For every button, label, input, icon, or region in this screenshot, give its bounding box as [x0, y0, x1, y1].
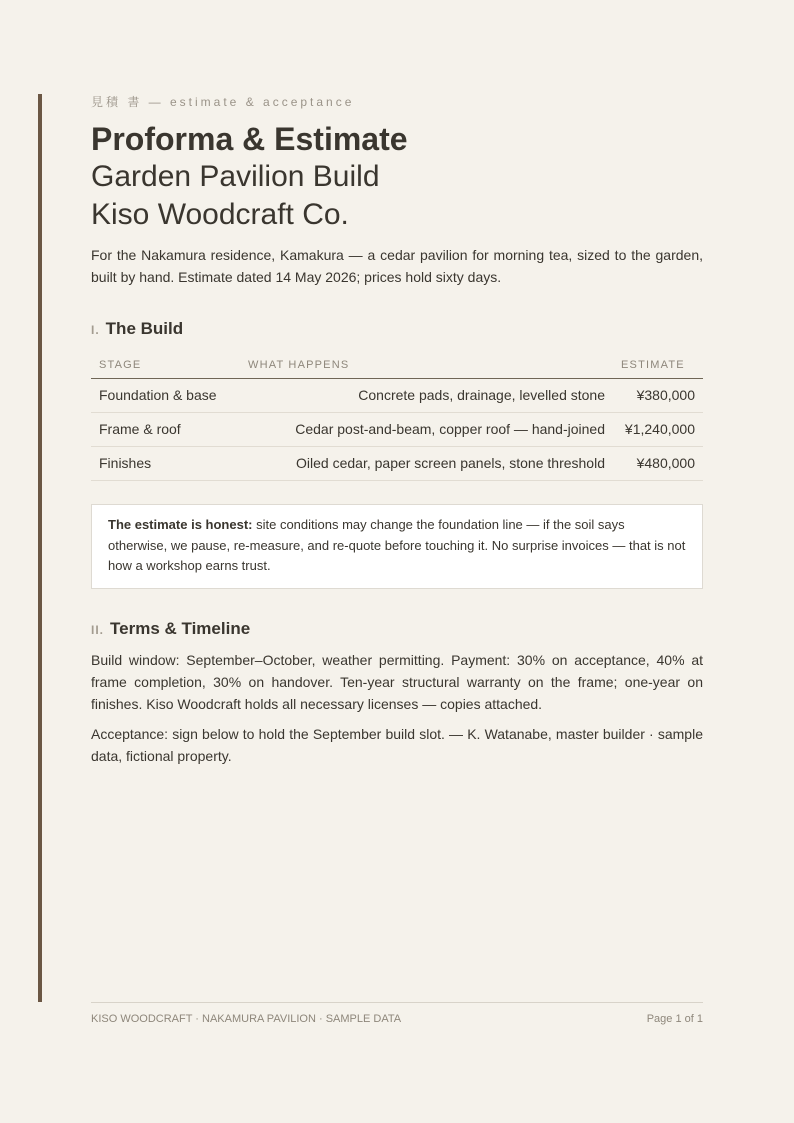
note-text: site conditions may change the foundation line — if the soil says otherwise, we pause, re-measure, and re-quote before touching it. No surprise invoices — that is not how a workshop earns trust. [108, 517, 686, 573]
note-lead: The estimate is honest: [108, 517, 253, 532]
estimate-cell: ¥1,240,000 [613, 413, 703, 447]
terms-paragraph: Build window: September–October, weather permitting. Payment: 30% on acceptance, 40% at frame completion, 30% on handover. Ten-year structural warranty on the frame; one-year on finishes. Kiso Woodcraft holds all necessary licenses — copies attached. [91, 651, 703, 712]
stage-cell: Foundation & base [91, 379, 240, 413]
accent-rule [38, 94, 42, 1002]
estimate-cell: ¥480,000 [613, 447, 703, 481]
document-title: Proforma & Estimate [91, 121, 408, 157]
what-cell: Concrete pads, drainage, levelled stone [240, 379, 613, 413]
page-footer [91, 1002, 703, 1027]
honesty-note [91, 504, 703, 589]
intro-paragraph: For the Nakamura residence, Kamakura — a cedar pavilion for morning tea, sized to the garden, built by hand. Estimate dated 14 May 2026; prices hold sixty days. [91, 247, 703, 285]
table-row [91, 447, 703, 481]
estimate-table [91, 359, 703, 481]
table-row [91, 413, 703, 447]
acceptance-paragraph: Acceptance: sign below to hold the September build slot. — K. Watanabe, master builder · sample data, fictional property. [91, 725, 703, 764]
column-header-estimate: ESTIMATE [613, 359, 703, 379]
project-subtitle: Garden Pavilion Build [91, 160, 380, 193]
section-number: II. [91, 622, 105, 637]
stage-cell: Finishes [91, 447, 240, 481]
page-number: Page 1 of 1 [646, 1013, 703, 1025]
section-heading-terms [91, 618, 703, 641]
section-heading-build [91, 318, 703, 341]
what-cell: Oiled cedar, paper screen panels, stone threshold [240, 447, 613, 481]
stage-cell: Frame & roof [91, 413, 240, 447]
section-title: The Build [105, 319, 184, 338]
table-header-row [91, 359, 703, 379]
company-subtitle: Kiso Woodcraft Co. [91, 198, 349, 231]
document-kicker: 見積 書 — estimate & acceptance [91, 95, 355, 109]
estimate-cell: ¥380,000 [613, 379, 703, 413]
table-row [91, 379, 703, 413]
section-title: Terms & Timeline [110, 618, 251, 638]
column-header-stage: STAGE [91, 359, 240, 379]
document-page [91, 94, 703, 767]
what-cell: Cedar post-and-beam, copper roof — hand-joined [240, 413, 613, 447]
column-header-what: WHAT HAPPENS [240, 359, 613, 379]
footer-left: KISO WOODCRAFT · NAKAMURA PAVILION · SAMPLE DATA [91, 1013, 402, 1025]
section-number: I. [91, 323, 100, 337]
